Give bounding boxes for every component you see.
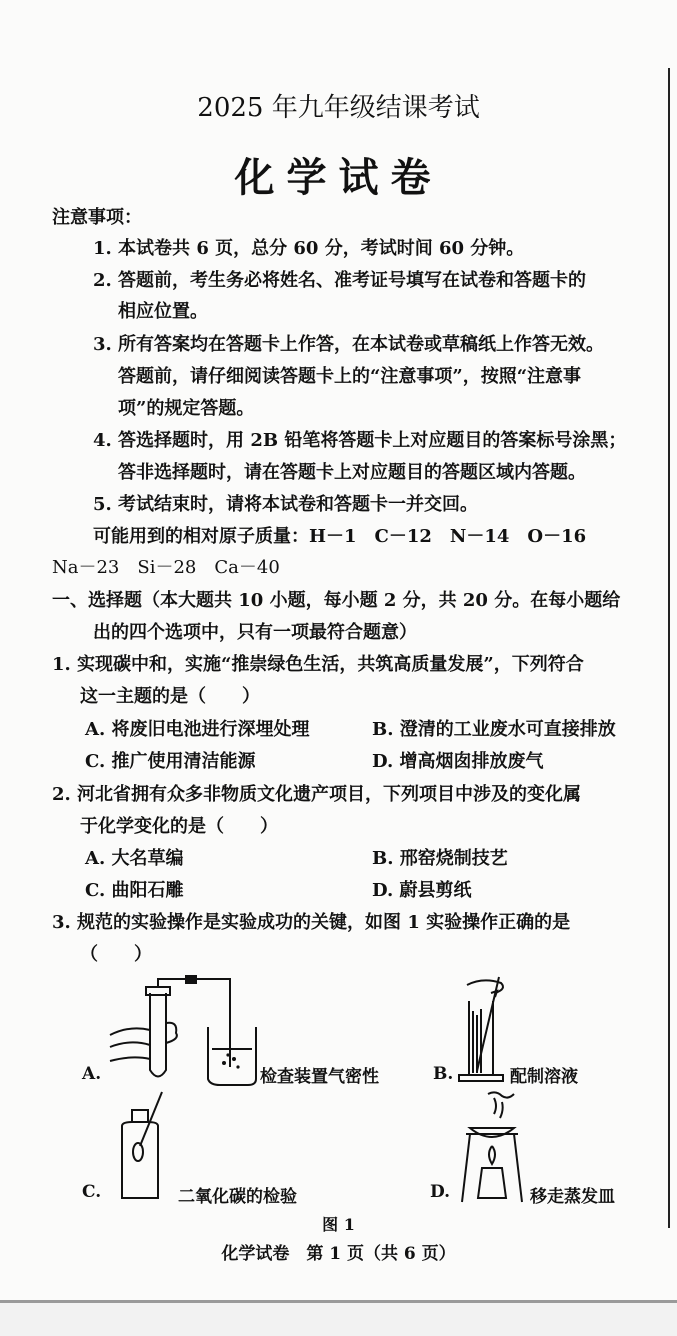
- notes-heading: 注意事项：: [52, 207, 142, 228]
- figure-b-caption: 配制溶液: [510, 1067, 578, 1087]
- apparatus-a-drawing: [100, 975, 270, 1090]
- figure-label: 图 1: [322, 1215, 355, 1234]
- question-stem: 1. 实现碳中和，实施“推崇绿色生活，共筑高质量发展”，下列符合: [52, 654, 584, 675]
- option-b: B. 澄清的工业废水可直接排放: [372, 719, 616, 740]
- apparatus-c-drawing: [118, 1090, 178, 1202]
- note-item-cont: 相应位置。: [118, 301, 208, 322]
- option-a: A. 将废旧电池进行深埋处理: [85, 719, 310, 740]
- note-item: 1. 本试卷共 6 页，总分 60 分，考试时间 60 分钟。: [93, 238, 525, 259]
- figure-d-letter: D.: [430, 1182, 451, 1202]
- option-d: D. 增高烟囱排放废气: [372, 751, 544, 772]
- figure-a-letter: A.: [82, 1064, 102, 1084]
- atomic-mass-line: 可能用到的相对原子质量：H－1 C－12 N－14 O－16: [93, 526, 587, 547]
- note-item-cont: 答题前，请仔细阅读答题卡上的“注意事项”，按照“注意事: [118, 366, 582, 387]
- note-item: 5. 考试结束时，请将本试卷和答题卡一并交回。: [93, 494, 479, 515]
- subject-title: 化学试卷: [234, 154, 443, 201]
- note-item-cont: 项”的规定答题。: [118, 398, 255, 419]
- figure-c-letter: C.: [82, 1182, 102, 1202]
- question-stem: 3. 规范的实验操作是实验成功的关键，如图 1 实验操作正确的是: [52, 912, 571, 933]
- option-d: D. 蔚县剪纸: [372, 880, 472, 901]
- apparatus-d-drawing: [458, 1088, 528, 1206]
- scan-bottom-bar: [0, 1300, 677, 1336]
- atomic-mass-line: Na－23 Si－28 Ca－40: [52, 557, 280, 578]
- figure-b-letter: B.: [433, 1064, 454, 1084]
- note-item-cont: 答非选择题时，请在答题卡上对应题目的答题区域内答题。: [118, 462, 586, 483]
- question-stem-cont: （ ）: [80, 944, 152, 965]
- figure-d-caption: 移走蒸发皿: [530, 1187, 615, 1207]
- question-stem-cont: 这一主题的是（ ）: [80, 686, 260, 707]
- section-heading: 一、选择题（本大题共 10 小题，每小题 2 分，共 20 分。在每小题给: [52, 590, 621, 611]
- question-stem-cont: 于化学变化的是（ ）: [80, 816, 278, 837]
- option-c: C. 推广使用清洁能源: [85, 751, 256, 772]
- exam-title: 2025 年九年级结课考试: [197, 93, 480, 123]
- figure-c-caption: 二氧化碳的检验: [178, 1187, 297, 1207]
- note-item: 3. 所有答案均在答题卡上作答，在本试卷或草稿纸上作答无效。: [93, 334, 605, 355]
- note-item: 4. 答选择题时，用 2B 铅笔将答题卡上对应题目的答案标号涂黑；: [93, 430, 627, 451]
- option-c: C. 曲阳石雕: [85, 880, 184, 901]
- section-heading-cont: 出的四个选项中，只有一项最符合题意）: [93, 622, 417, 643]
- page-footer: 化学试卷 第 1 页（共 6 页）: [221, 1244, 456, 1264]
- page-edge-line: [668, 68, 670, 1228]
- figure-a-caption: 检查装置气密性: [260, 1067, 379, 1087]
- option-a: A. 大名草编: [85, 848, 184, 869]
- note-item: 2. 答题前，考生务必将姓名、准考证号填写在试卷和答题卡的: [93, 270, 587, 291]
- question-stem: 2. 河北省拥有众多非物质文化遗产项目，下列项目中涉及的变化属: [52, 784, 582, 805]
- option-b: B. 邢窑烧制技艺: [372, 848, 508, 869]
